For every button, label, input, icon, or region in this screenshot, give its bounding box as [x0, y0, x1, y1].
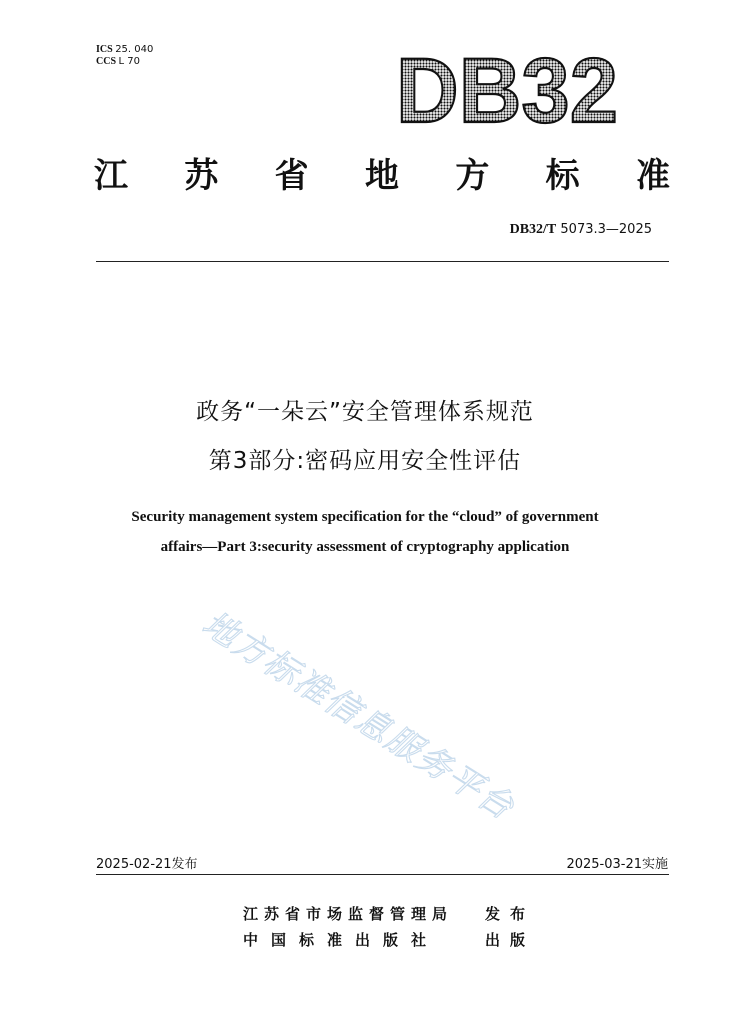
- title-en-line2: affairs—Part 3:security assessment of cryptography application: [160, 539, 570, 555]
- standard-type-char: 省: [274, 156, 309, 196]
- ccs-label: CCS: [96, 56, 117, 67]
- title-cn-line1: 政务“一朵云”安全管理体系规范: [196, 399, 534, 425]
- publisher-role: 出版: [485, 931, 536, 949]
- ics-value: 25. 040: [115, 44, 154, 55]
- standard-type-char: 地: [364, 156, 399, 196]
- footer-divider: [96, 874, 669, 875]
- standard-type-char: 准: [635, 156, 670, 196]
- implement-date: 2025-03-21实施: [566, 857, 668, 872]
- ics-code: [96, 44, 153, 56]
- watermark-text: 地方标准信息服务平台: [195, 603, 522, 829]
- standard-type-char: 江: [94, 156, 128, 196]
- issue-date: 2025-02-21发布: [96, 857, 198, 872]
- classification-codes: [96, 44, 153, 68]
- ccs-code: [96, 56, 153, 68]
- issuer-name: 江苏省市场监督管理局: [243, 905, 454, 923]
- issuer-role: 发布: [485, 905, 536, 923]
- ics-label: ICS: [96, 44, 113, 55]
- standard-type-char: 标: [545, 156, 580, 196]
- title-cn-line2: 第3部分:密码应用安全性评估: [208, 448, 522, 474]
- standard-code-text: DB32: [396, 44, 618, 130]
- standard-type-title: [94, 154, 670, 198]
- ccs-value: L 70: [118, 56, 140, 67]
- header-divider: [96, 261, 669, 262]
- standard-number: [510, 222, 652, 238]
- standard-number-prefix: DB32/T: [509, 222, 557, 237]
- title-en-line1: Security management system specification for the “cloud” of government: [131, 509, 599, 525]
- publisher-name: 中国标准出版社: [243, 931, 440, 949]
- watermark: [190, 600, 590, 850]
- standard-type-char: 苏: [184, 156, 219, 196]
- standard-number-value: 5073.3—2025: [556, 222, 652, 237]
- standard-type-char: 方: [455, 156, 490, 196]
- standard-code-logo: [392, 44, 622, 130]
